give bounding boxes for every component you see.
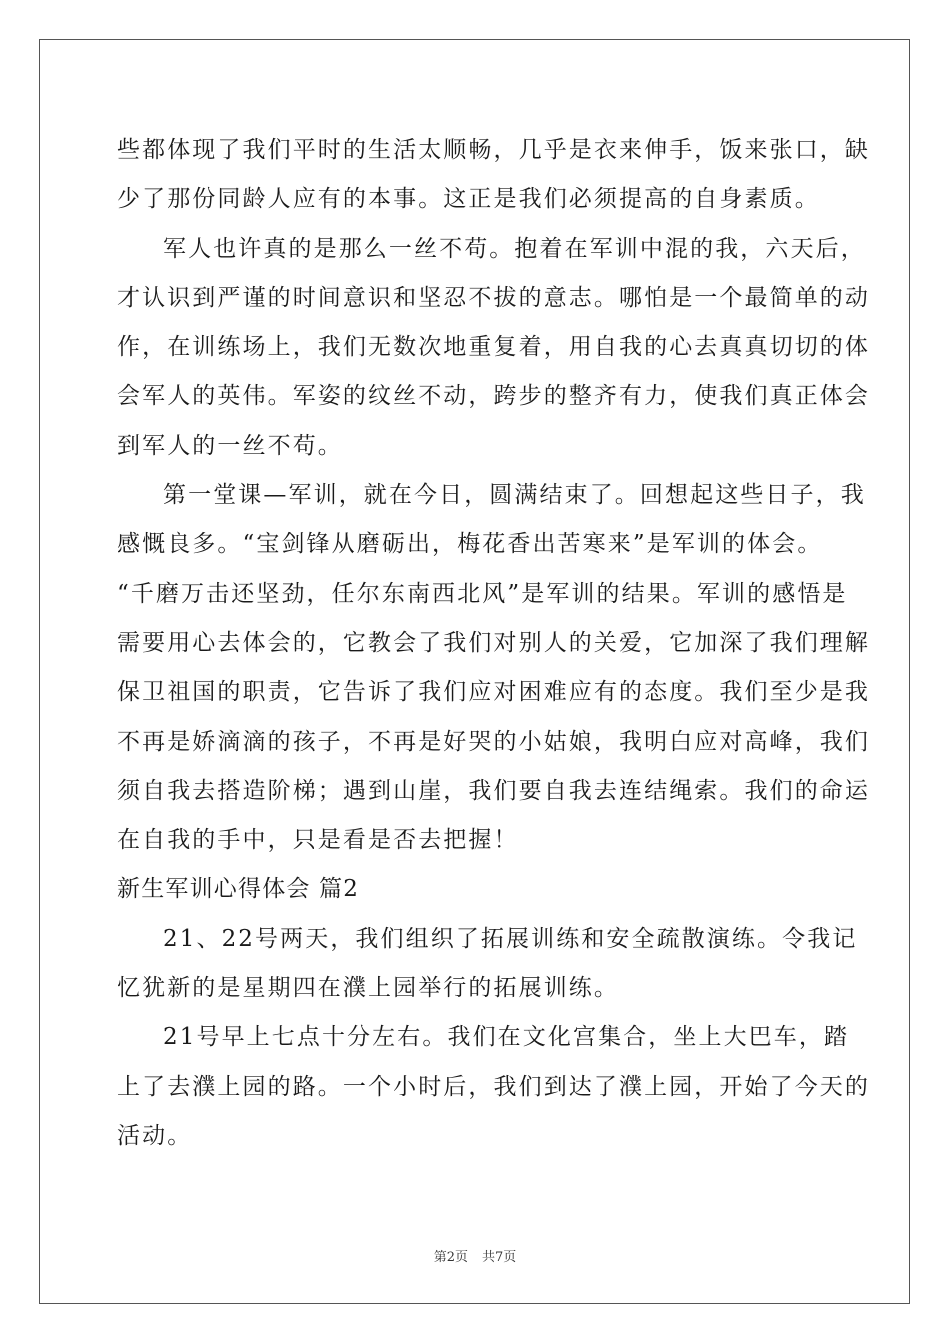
text-line: 感慨良多。“宝剑锋从磨砺出，梅花香出苦寒来”是军训的体会。 bbox=[117, 531, 823, 558]
text-line: 第一堂课—军训，就在今日，圆满结束了。回想起这些日子，我 bbox=[163, 482, 866, 509]
text-line: 忆犹新的是星期四在濮上园举行的拓展训练。 bbox=[117, 975, 619, 1002]
text-line: 少了那份同龄人应有的本事。这正是我们必须提高的自身素质。 bbox=[117, 186, 820, 213]
text-line: 21号早上七点十分左右。我们在文化宫集合，坐上大巴车，踏 bbox=[163, 1024, 850, 1051]
text-line: 上了去濮上园的路。一个小时后，我们到达了濮上园，开始了今天的 bbox=[117, 1073, 870, 1100]
text-line: 不再是娇滴滴的孩子，不再是好哭的小姑娘，我明白应对高峰，我们 bbox=[117, 728, 870, 755]
text-line: 需要用心去体会的，它教会了我们对别人的关爱，它加深了我们理解 bbox=[117, 629, 870, 656]
text-line: “千磨万击还坚劲，任尔东南西北风”是军训的结果。军训的感悟是 bbox=[117, 580, 848, 607]
text-line: 21、22号两天，我们组织了拓展训练和安全疏散演练。令我记 bbox=[163, 925, 858, 952]
text-line: 在自我的手中，只是看是否去把握！ bbox=[117, 827, 519, 854]
text-line: 作，在训练场上，我们无数次地重复着，用自我的心去真真切切的体 bbox=[117, 334, 870, 361]
section-heading: 新生军训心得体会 篇2 bbox=[117, 876, 360, 903]
page-total: 共7页 bbox=[482, 1250, 517, 1265]
text-line: 才认识到严谨的时间意识和坚忍不拔的意志。哪怕是一个最简单的动 bbox=[117, 284, 870, 311]
text-line: 须自我去搭造阶梯；遇到山崖，我们要自我去连结绳索。我们的命运 bbox=[117, 777, 870, 804]
page-number: 第2页 bbox=[433, 1250, 468, 1265]
text-line: 到军人的一丝不苟。 bbox=[117, 432, 343, 459]
text-line: 军人也许真的是那么一丝不苟。抱着在军训中混的我，六天后， bbox=[163, 235, 866, 262]
text-line: 些都体现了我们平时的生活太顺畅，几乎是衣来伸手，饭来张口，缺 bbox=[117, 137, 870, 163]
page-footer bbox=[0, 1246, 950, 1265]
document-body bbox=[117, 126, 870, 1161]
text-line: 保卫祖国的职责，它告诉了我们应对困难应有的态度。我们至少是我 bbox=[117, 679, 870, 706]
text-line: 会军人的英伟。军姿的纹丝不动，跨步的整齐有力，使我们真正体会 bbox=[117, 383, 870, 410]
text-line: 活动。 bbox=[117, 1122, 193, 1149]
